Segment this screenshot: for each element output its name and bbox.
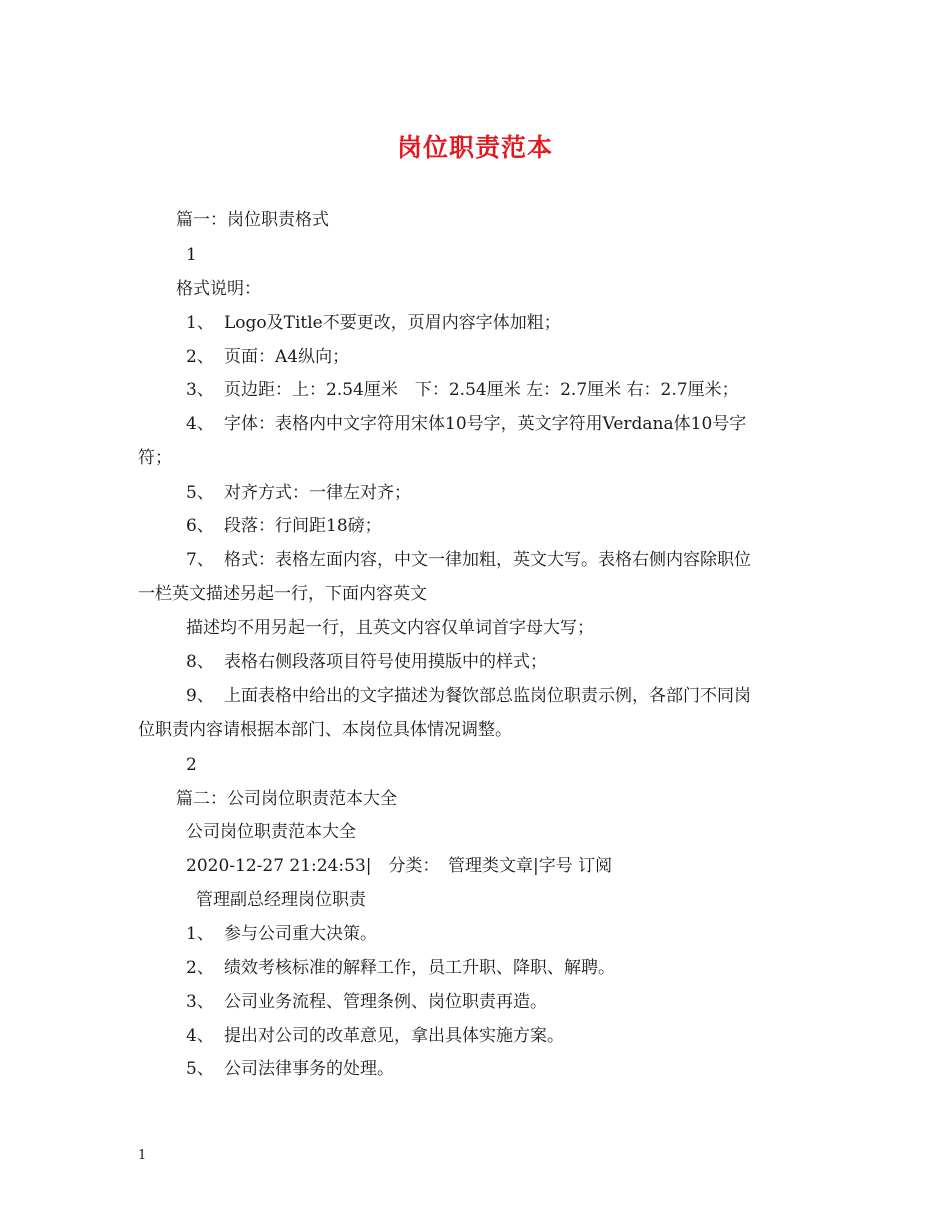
list-item-text: 表格右侧段落项目符号使用摸版中的样式； [224,652,547,672]
list-item-text: 公司法律事务的处理。 [224,1059,394,1079]
list-item-text: 段落：行间距18磅； [224,516,382,536]
list-marker: 2、 [186,347,214,367]
list-item [186,412,746,436]
list-marker: 3、 [186,992,214,1012]
list-marker: 2、 [186,958,214,978]
list-item-text: 格式：表格左面内容，中文一律加粗，英文大写。表格右侧内容除职位 [224,550,751,570]
article-meta: 2020-12-27 21:24:53| 分类： 管理类文章|字号 订阅 [186,856,613,876]
paragraph-number: 2 [186,755,197,775]
list-item [186,378,739,402]
list-marker: 3、 [186,380,214,400]
list-item-text: 字体：表格内中文字符用宋体10号字，英文字符用Verdana体10号字 [224,414,747,434]
section-heading-2: 篇二：公司岗位职责范本大全 [176,789,397,809]
list-marker: 1、 [186,924,214,944]
list-item [186,1057,394,1081]
subheading: 管理副总经理岗位职责 [196,890,366,910]
list-marker: 6、 [186,516,214,536]
list-item [186,650,547,674]
list-marker: 9、 [186,686,214,706]
list-item-continuation: 符； [138,448,172,468]
list-marker: 5、 [186,483,214,503]
list-item [186,481,411,505]
list-marker: 8、 [186,652,214,672]
list-marker: 1、 [186,313,214,333]
list-item-text: Logo及Title不要更改，页眉内容字体加粗； [224,313,561,333]
list-item [186,956,615,980]
list-item [186,514,382,538]
page-number: 1 [138,1148,147,1163]
list-item-continuation: 描述均不用另起一行，且英文内容仅单词首字母大写； [186,618,594,638]
section-heading-1: 篇一：岗位职责格式 [176,210,329,230]
list-item-text: 页边距：上：2.54厘米 下：2.54厘米 左：2.7厘米 右：2.7厘米； [224,380,739,400]
list-marker: 5、 [186,1059,214,1079]
list-item-continuation: 一栏英文描述另起一行，下面内容英文 [138,584,427,604]
document-title: 岗位职责范本 [396,133,553,162]
paragraph-number: 1 [186,245,197,265]
list-item [186,684,751,708]
format-heading: 格式说明： [176,279,261,299]
list-item-text: 提出对公司的改革意见，拿出具体实施方案。 [224,1026,564,1046]
list-item-text: 绩效考核标准的解释工作，员工升职、降职、解聘。 [224,958,615,978]
list-marker: 4、 [186,1026,214,1046]
list-item-text: 对齐方式：一律左对齐； [224,483,411,503]
list-item-text: 页面：A4纵向； [224,347,350,367]
list-marker: 4、 [186,414,214,434]
list-item [186,1024,564,1048]
list-item-text: 公司业务流程、管理条例、岗位职责再造。 [224,992,547,1012]
list-item-text: 参与公司重大决策。 [224,924,377,944]
article-title: 公司岗位职责范本大全 [186,822,356,842]
list-item [186,345,349,369]
list-item [186,990,547,1014]
list-item [186,311,561,335]
list-marker: 7、 [186,550,214,570]
list-item [186,922,377,946]
list-item-text: 上面表格中给出的文字描述为餐饮部总监岗位职责示例，各部门不同岗 [224,686,751,706]
list-item-continuation: 位职责内容请根据本部门、本岗位具体情况调整。 [138,720,512,740]
list-item [186,548,751,572]
